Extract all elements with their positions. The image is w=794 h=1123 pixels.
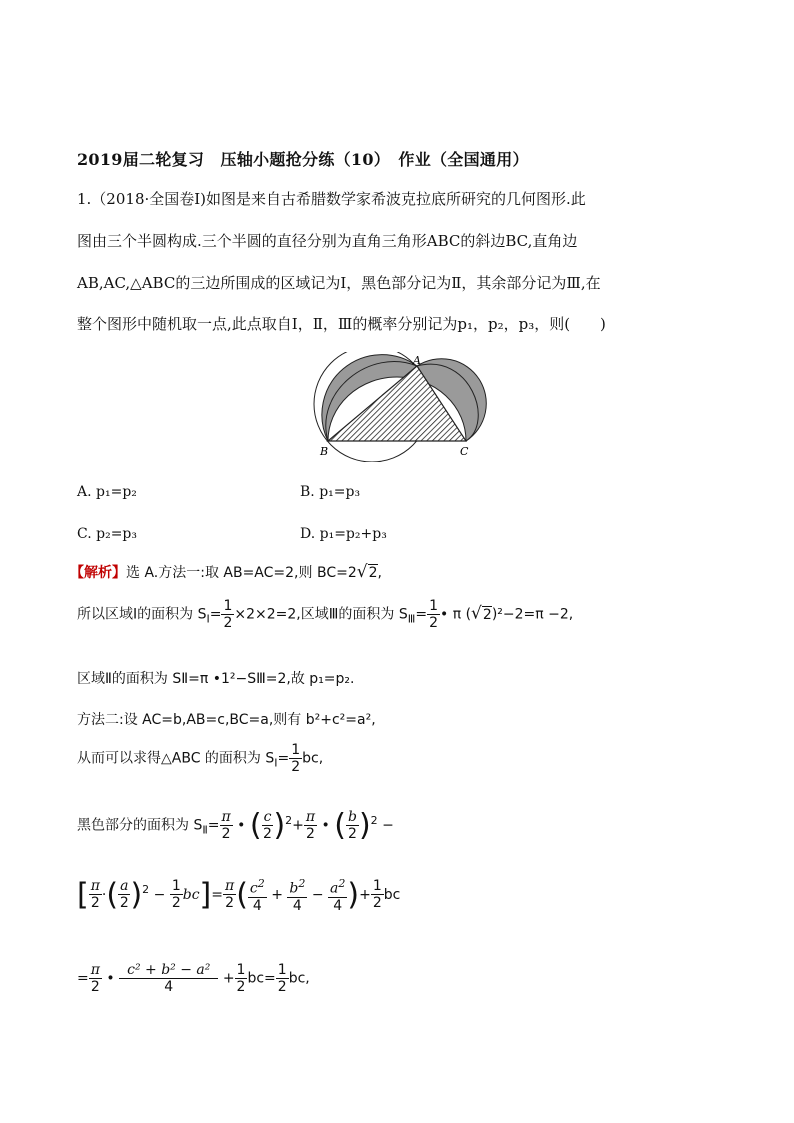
option-c: C. p₂=p₃ (77, 526, 137, 542)
option-b: B. p₁=p₃ (300, 484, 361, 500)
label-c: C (460, 445, 469, 458)
solution-line-6: 黑色部分的面积为 $S_Ⅱ=$ $\frac{\pi}{2}$ • ( $\frac{c}{2}$ )$^2$+ $\frac{\pi}{2}$ • ( $\frac{b}{2}$ )$^2$ − (77, 808, 394, 843)
solution-line-8: = $\frac{\pi}{2}$ • $\frac{\text{c² + b² − a²}}{4}$ + $\frac{1}{2}$ bc= $\frac{1}{2}$ bc, (77, 962, 310, 995)
option-d: D. p₁=p₂+p₃ (300, 526, 387, 542)
solution-line-5: 从而可以求得△ABC 的面积为 $S_Ⅰ=$ $\frac{1}{2}$ bc, (77, 742, 324, 775)
option-a: A. p₁=p₂ (77, 484, 137, 500)
solution-line-4: 方法二:设 AC=b,AB=c,BC=a,则有 b²+c²=a², (77, 712, 376, 728)
question-line-1: 1.（2018·全国卷Ⅰ)如图是来自古希腊数学家希波克拉底所研究的几何图形.此 (77, 190, 586, 208)
solution-line-7: [ $\frac{\pi}{2}$ ·( $\frac{a}{2}$ )$^2$ − $\frac{1}{2}$ bc]= $\frac{\pi}{2}$ ( $\frac{c^2}{4}$ + $\frac{b^2}{4}$ − $\frac{a^2}{4}$ )+ $\frac{1}{2}$ bc (77, 877, 401, 914)
solution-line-1: 【解析】选 A.方法一:取 AB=AC=2,则 BC=2√2, (70, 562, 382, 582)
question-line-4: 整个图形中随机取一点,此点取自Ⅰ，Ⅱ，Ⅲ的概率分别记为p₁，p₂，p₃，则( ) (77, 315, 606, 333)
label-b: B (320, 445, 329, 458)
label-a: A (413, 354, 421, 367)
solution-line-3: 区域Ⅱ的面积为 SⅡ=π •1²−SⅢ=2,故 p₁=p₂. (77, 671, 355, 687)
solution-tag: 【解析】 (70, 565, 126, 581)
question-line-3: AB,AC,△ABC的三边所围成的区域记为Ⅰ，黑色部分记为Ⅱ，其余部分记为Ⅲ,在 (77, 274, 601, 292)
page-title: 2019届二轮复习 压轴小题抢分练（10） 作业（全国通用） (77, 150, 529, 169)
hippocrates-figure (300, 352, 500, 462)
solution-line-2: 所以区域Ⅰ的面积为 $S_Ⅰ=$ $\frac{1}{2}$ ×2×2=2,区域Ⅲ的面积为 $S_Ⅲ=$ $\frac{1}{2}$ • π (√2)²−2=π −2, (77, 598, 574, 631)
question-line-2: 图由三个半圆构成.三个半圆的直径分别为直角三角形ABC的斜边BC,直角边 (77, 232, 578, 250)
